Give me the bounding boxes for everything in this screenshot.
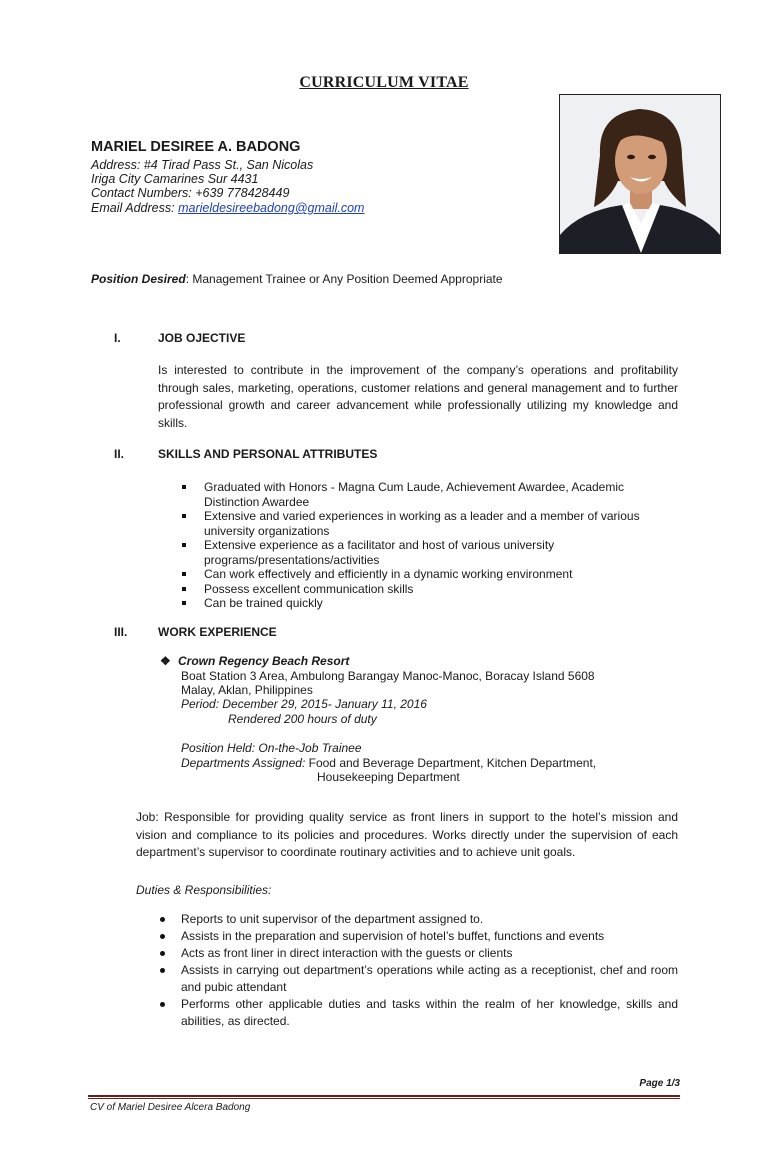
address-line-2: Iriga City Camarines Sur 4431	[91, 172, 259, 186]
position-held: Position Held: On-the-Job Trainee	[181, 741, 362, 755]
list-item: Acts as front liner in direct interaction with the guests or clients	[136, 945, 678, 962]
email-line	[91, 201, 364, 215]
applicant-name: MARIEL DESIREE A. BADONG	[91, 139, 301, 155]
position-label: Position Desired	[91, 272, 186, 286]
list-item: Possess excellent communication skills	[180, 582, 680, 597]
job-description: Job: Responsible for providing quality service as front liners in support to the hotel’s mission and vision and compliance to its policies and procedures. Works directly under the supervision of each department’s supervisor to coordinate routinary activities and to achieve unit goals.	[136, 810, 678, 859]
section-number: I.	[114, 331, 121, 345]
document-title: CURRICULUM VITAE	[299, 74, 469, 91]
email-label: Email Address:	[91, 201, 179, 215]
company-address-2: Malay, Aklan, Philippines	[181, 683, 313, 697]
job-objective-text: Is interested to contribute in the improvement of the company’s operations and profitability through sales, marketing, operations, customer relations and general management and to further professional growth and career advancement while professionally utilizing my knowledge and skills.	[158, 363, 678, 430]
skills-list	[180, 480, 680, 611]
duties-list	[136, 911, 678, 1030]
list-item: Can work effectively and efficiently in a dynamic working environment	[180, 567, 680, 582]
section-title-skills: SKILLS AND PERSONAL ATTRIBUTES	[158, 447, 378, 461]
hours-rendered: Rendered 200 hours of duty	[228, 712, 377, 726]
section-title-job-objective: JOB OJECTIVE	[158, 331, 246, 345]
profile-photo	[559, 94, 721, 254]
list-item: Performs other applicable duties and tasks within the realm of her knowledge, skills and abilities, as directed.	[136, 996, 678, 1030]
departments-value: Food and Beverage Department, Kitchen Department,	[305, 756, 597, 770]
company-name: Crown Regency Beach Resort	[178, 654, 350, 668]
section-number: III.	[114, 625, 128, 639]
company-address-1: Boat Station 3 Area, Ambulong Barangay Manoc-Manoc, Boracay Island 5608	[181, 669, 595, 683]
list-item: Graduated with Honors - Magna Cum Laude, Achievement Awardee, Academic Distinction Awardee	[180, 480, 680, 509]
list-item: Assists in the preparation and supervision of hotel’s buffet, functions and events	[136, 928, 678, 945]
address-line-1: Address: #4 Tirad Pass St., San Nicolas	[91, 158, 314, 172]
work-period: Period: December 29, 2015- January 11, 2016	[181, 697, 427, 711]
portrait-image	[560, 95, 720, 253]
footer-divider	[88, 1095, 680, 1099]
list-item: Reports to unit supervisor of the department assigned to.	[136, 911, 678, 928]
list-item: Can be trained quickly	[180, 596, 680, 611]
list-item: Extensive experience as a facilitator and host of various university programs/presentations/activities	[180, 538, 680, 567]
departments-continued: Housekeeping Department	[317, 770, 460, 784]
contact-numbers: Contact Numbers: +639 778428449	[91, 186, 290, 200]
position-value: : Management Trainee or Any Position Deemed Appropriate	[185, 272, 503, 286]
duties-heading: Duties & Responsibilities:	[136, 883, 272, 897]
company-name-line	[160, 654, 349, 668]
list-item: Assists in carrying out department’s operations while acting as a receptionist, chef and room and pubic attendant	[136, 962, 678, 996]
position-desired	[91, 272, 503, 286]
departments-label: Departments Assigned:	[181, 756, 306, 770]
page-number: Page 1/3	[639, 1078, 680, 1089]
section-title-work: WORK EXPERIENCE	[158, 625, 277, 639]
section-number: II.	[114, 447, 125, 461]
departments-line	[181, 756, 596, 771]
email-link[interactable]: marieldesireebadong@gmail.com	[178, 201, 365, 215]
footer-text: CV of Mariel Desiree Alcera Badong	[90, 1102, 251, 1113]
list-item: Extensive and varied experiences in working as a leader and a member of various university organizations	[180, 509, 680, 538]
diamond-bullet-icon: ❖	[160, 654, 171, 668]
